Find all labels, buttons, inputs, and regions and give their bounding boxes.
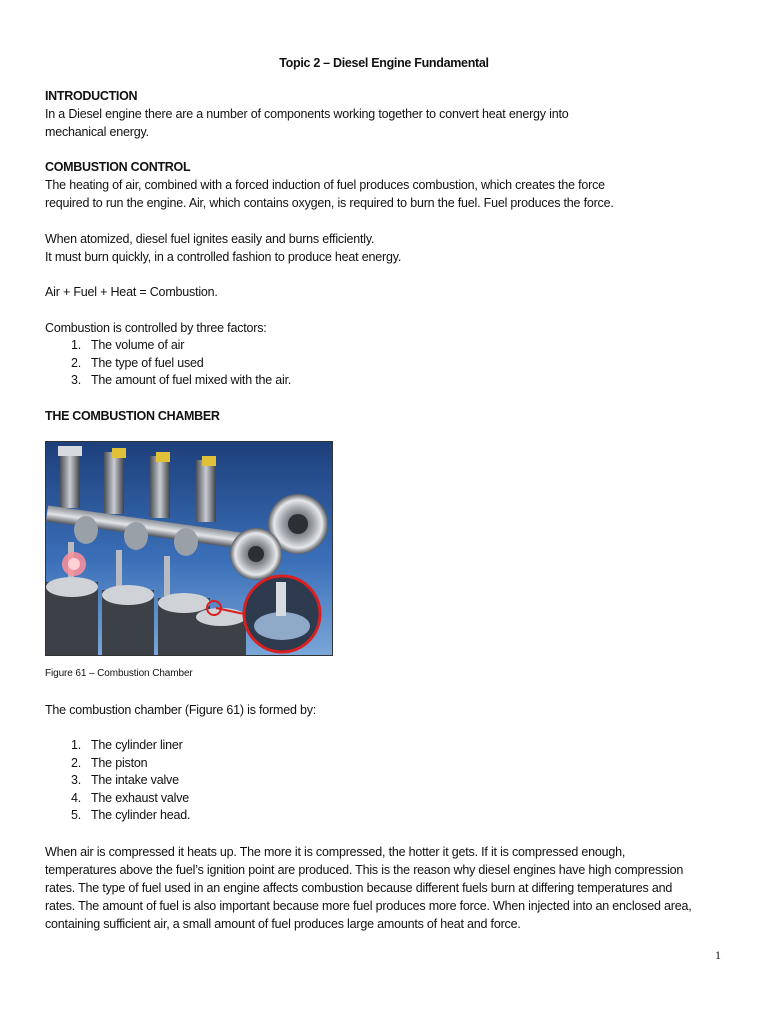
combustion-para1-line-1: The heating of air, combined with a forced induction of fuel produces combustion, which creates the force	[45, 178, 605, 192]
combustion-para2-line-1: When atomized, diesel fuel ignites easily and burns efficiently.	[45, 232, 375, 246]
list-item	[45, 737, 190, 755]
introduction-line-2: mechanical energy.	[45, 124, 149, 139]
list-number: 2.	[70, 755, 81, 770]
final-para-line-1: When air is compressed it heats up. The more it is compressed, the hotter it gets. If it is compressed enough,	[45, 845, 626, 859]
list-text: The type of fuel used	[91, 355, 204, 370]
list-number: 2.	[70, 355, 81, 370]
document-title: Topic 2 – Diesel Engine Fundamental	[279, 56, 489, 70]
list-item	[45, 807, 190, 825]
list-text: The cylinder head.	[91, 808, 191, 823]
list-text: The volume of air	[91, 338, 185, 352]
final-para-line-2: temperatures above the fuel’s ignition point are produced. This is the reason why diesel engines have high compression	[45, 863, 684, 877]
list-item	[45, 337, 291, 355]
list-item	[45, 372, 291, 390]
combustion-chamber-figure	[45, 441, 333, 656]
final-para-line-5: containing sufficient air, a small amount of fuel produces large amounts of heat and force.	[45, 917, 521, 931]
list-number: 3.	[70, 773, 81, 788]
formed-by-intro: The combustion chamber (Figure 61) is formed by:	[45, 703, 317, 717]
list-text: The amount of fuel mixed with the air.	[91, 373, 292, 388]
chamber-parts-list	[45, 737, 190, 825]
combustion-control-heading: COMBUSTION CONTROL	[45, 160, 191, 174]
final-para-line-3: rates. The type of fuel used in an engine affects combustion because different fuels burn at differing temperatures and	[45, 881, 673, 895]
list-number: 5.	[70, 808, 81, 823]
list-text: The intake valve	[91, 773, 179, 788]
list-text: The cylinder liner	[91, 738, 183, 752]
list-number: 4.	[70, 790, 81, 805]
list-number: 3.	[70, 373, 81, 388]
list-item	[45, 355, 291, 373]
list-number: 1.	[70, 338, 81, 352]
list-text: The exhaust valve	[91, 790, 190, 805]
list-item	[45, 772, 190, 790]
combustion-para2-line-2: It must burn quickly, in a controlled fashion to produce heat energy.	[45, 249, 402, 264]
engine-cutaway-illustration	[46, 442, 332, 655]
list-item	[45, 790, 190, 808]
list-item	[45, 755, 190, 773]
combustion-chamber-heading: THE COMBUSTION CHAMBER	[45, 409, 220, 423]
page-number: 1	[715, 948, 721, 962]
factors-intro: Combustion is controlled by three factors:	[45, 321, 267, 335]
list-text: The piston	[91, 755, 148, 770]
list-number: 1.	[70, 738, 81, 752]
final-para-line-4: rates. The amount of fuel is also important because more fuel produces more force. When injected into an enclosed area,	[45, 899, 692, 913]
combustion-para1-line-2: required to run the engine. Air, which contains oxygen, is required to burn the fuel. Fuel produces the force.	[45, 195, 614, 210]
factors-list	[45, 337, 291, 390]
introduction-heading: INTRODUCTION	[45, 89, 138, 103]
figure-caption: Figure 61 – Combustion Chamber	[45, 668, 193, 679]
introduction-line-1: In a Diesel engine there are a number of components working together to convert heat energy into	[45, 107, 569, 121]
combustion-equation: Air + Fuel + Heat = Combustion.	[45, 285, 218, 299]
